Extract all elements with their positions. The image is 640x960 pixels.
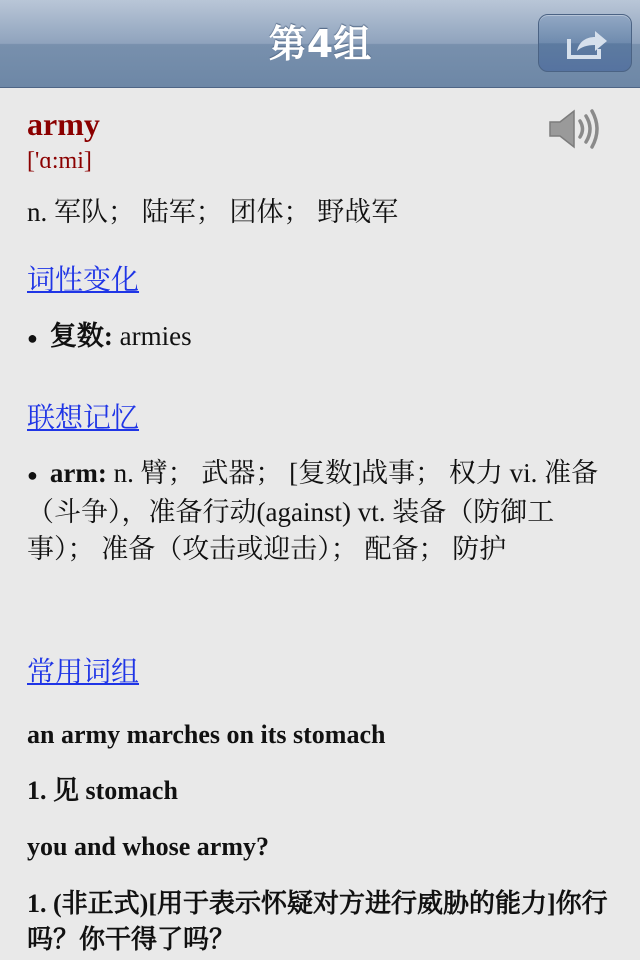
bullet-icon: ● [27,328,38,349]
phrase-item: an army marches on its stomach [27,720,386,749]
inflection-label: 复数: [49,321,113,351]
speaker-icon [548,108,600,150]
association-label: arm: [49,458,107,488]
speaker-button[interactable] [548,108,600,155]
association-section-link[interactable]: 联想记忆 [27,403,140,434]
phrases-section-link[interactable]: 常用词组 [27,657,140,688]
nav-title: 第4组 [268,22,372,66]
phrase-meaning: 1. (非正式)[用于表示怀疑对方进行威胁的能力]你行吗？你干得了吗？ [27,889,608,954]
share-button[interactable] [538,14,632,72]
inflection-value: armies [112,321,192,351]
headword: army [27,106,100,142]
phonetic-transcription: ['ɑ:mi] [27,148,92,174]
association-item [27,455,612,568]
phrase-item: you and whose army? [27,832,269,861]
bullet-icon: ● [27,465,38,486]
inflection-item [27,318,612,357]
phrase-meaning: 1. 见 stomach [27,776,178,805]
navigation-bar [0,0,640,88]
definition-text: n. 军队； 陆军； 团体； 野战军 [27,197,399,227]
inflection-section-link[interactable]: 词性变化 [27,265,140,296]
association-value: n. 臂； 武器； [复数]战事； 权力 vi. 准备（斗争），准备行动(against) vt. 装备（防御工事）； 准备（攻击或迎击）； 配备； 防护 [27,458,599,565]
share-arrow-icon [565,27,609,61]
